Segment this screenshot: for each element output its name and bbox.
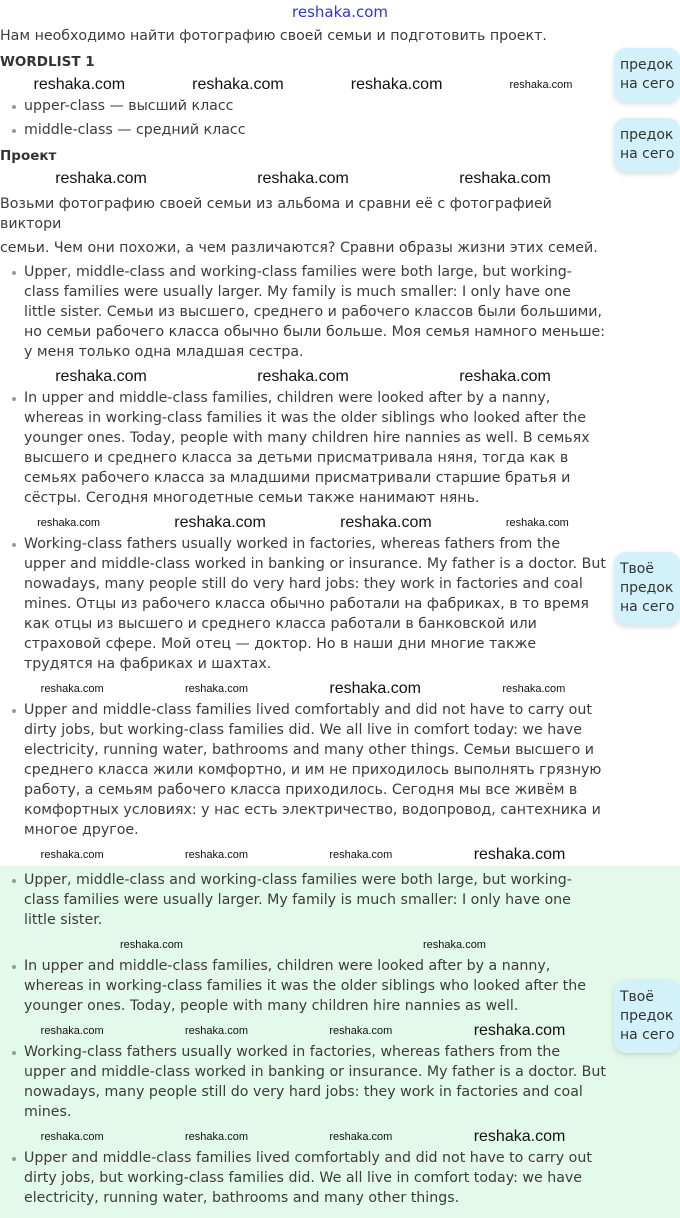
bubble-text: на сего [620,599,675,615]
tooltip-column [614,870,680,1212]
watermark: reshaka.com [329,1131,393,1143]
watermark: reshaka.com [473,1128,566,1145]
bubble-text: предок [620,57,674,73]
bubble-text: на сего [620,1027,675,1043]
watermark: reshaka.com [55,368,147,385]
tooltip-bubble[interactable] [614,980,680,1053]
tooltip-bubble[interactable] [614,118,680,172]
watermark: reshaka.com [350,76,443,93]
answer-en-item: Upper and middle-class families lived comfortably and did not have to carry out dirty jobs, but working-class families did. We all live in comfort today: we have electricity, running water, bathrooms and many other things. [0,1148,606,1208]
project-task-line2: семьи. Чем они похожи, а чем различаются? Сравни образы жизни этих семей. [0,240,598,256]
wordlist-item: upper-class — высший класс [0,96,606,116]
answer-item: Working-class fathers usually worked in factories, whereas fathers from the upper and middle-class worked in banking or insurance. My father is a doctor. But nowadays, many people still do very hard jobs: they work in factories and coal mines. Отцы из рабочего класса обычно работали на фабриках, в то время как отцы из высшего и среднего класса работали в банковской или страховой сфере. Мой отец — доктор. Но в наши дни многие также трудятся на фабриках и шахтах. [0,534,606,674]
intro-text: Нам необходимо найти фотографию своей семьи и подготовить проект. [0,28,547,44]
main-content [0,22,606,866]
watermark: reshaka.com [40,1025,104,1037]
watermark: reshaka.com [174,514,266,531]
watermark: reshaka.com [473,846,566,863]
watermark: reshaka.com [257,368,349,385]
watermark: reshaka.com [329,1025,393,1037]
answer-item: Upper, middle-class and working-class families were both large, but working-class families were usually larger. My family is much smaller: I only have one little sister. Семьи из высшего, среднего и рабочего классов были большими, но семьи рабочего класса обычно были больше. Моя семья намного меньше: у меня только одна младшая сестра. [0,262,606,362]
bubble-text: на сего [620,76,675,92]
watermark: reshaka.com [509,79,573,91]
bubble-text: предок [620,1008,674,1024]
tooltip-bubble[interactable] [614,48,680,102]
watermark: reshaka.com [185,1131,248,1143]
watermark: reshaka.com [257,170,349,187]
bubble-text: предок [620,580,674,596]
watermark: reshaka.com [473,1022,566,1039]
watermark: reshaka.com [192,76,284,93]
project-task-line1: Возьми фотографию своей семьи из альбома и сравни её с фотографией виктори [0,196,552,232]
wordlist-list [0,96,606,140]
page-body [0,22,680,866]
watermark: reshaka.com [40,683,104,695]
watermark-row [0,168,606,190]
watermark: reshaka.com [329,849,393,861]
watermark: reshaka.com [329,680,421,697]
tooltip-bubble[interactable] [614,552,680,625]
watermark: reshaka.com [37,517,101,529]
watermark-row [0,844,606,866]
watermark: reshaka.com [340,514,432,531]
watermark: reshaka.com [185,683,248,695]
bubble-text: на сего [620,146,675,162]
watermark-row [0,512,606,534]
watermark: reshaka.com [502,683,566,695]
answer-item: Upper and middle-class families lived comfortably and did not have to carry out dirty jobs, but working-class families did. We all live in comfort today: we have electricity, running water, bathrooms and many other things. Семьи высшего и среднего класса жили комфортно, и им не приходилось выполнять грязную работу, а семьям рабочего класса приходилось. Сегодня мы все живём в комфортных условиях: у нас есть электричество, водопровод, сантехника и многое другое. [0,700,606,840]
watermark: reshaka.com [423,939,486,951]
watermark: reshaka.com [185,849,248,861]
watermark: reshaka.com [40,1131,104,1143]
watermark: reshaka.com [120,939,183,951]
watermark-row [0,1020,606,1042]
answer-en-item: Working-class fathers usually worked in factories, whereas fathers from the upper and middle-class worked in banking or insurance. My father is a doctor. But nowadays, many people still do very hard jobs: they work in factories and coal mines. [0,1042,606,1122]
bubble-text: предок [620,127,674,143]
tooltip-column [614,22,680,866]
answer-en-item: In upper and middle-class families, children were looked after by a nanny, whereas in working-class families it was the older siblings who looked after the younger ones. Today, people with many children hire nannies as well. [0,956,606,1016]
watermark-row [0,1126,606,1148]
watermark-row [0,366,606,388]
wordlist-title: WORDLIST 1 [0,54,95,70]
bubble-text: Твоё [620,989,654,1005]
highlighted-content [0,870,606,1212]
answers-list [0,262,606,866]
answers-en-list [0,870,606,1208]
watermark: reshaka.com [459,368,551,385]
answer-en-item: Upper, middle-class and working-class families were both large, but working-class families were usually larger. My family is much smaller: I only have one little sister. [0,870,606,930]
watermark: reshaka.com [33,76,126,93]
watermark: reshaka.com [55,170,147,187]
watermark: reshaka.com [40,849,104,861]
watermark: reshaka.com [185,1025,248,1037]
project-title: Проект [0,148,57,164]
highlighted-section [0,866,680,1218]
watermark: reshaka.com [505,517,569,529]
bubble-text: Твоё [620,561,654,577]
answer-item: In upper and middle-class families, children were looked after by a nanny, whereas in working-class families it was the older siblings who looked after the younger ones. Today, people with many children hire nannies as well. В семьях высшего и среднего класса за детьми присматривала няня, тогда как в семьях рабочего класса за младшими присматривали старшие братья и сёстры. Сегодня многодетные семьи также нанимают нянь. [0,388,606,508]
watermark: reshaka.com [459,170,551,187]
watermark-row [0,74,606,96]
header-watermark[interactable]: reshaka.com [292,3,388,21]
watermark-row [0,678,606,700]
watermark-row [0,934,606,956]
wordlist-item: middle-class — средний класс [0,120,606,140]
highlighted-body [0,870,680,1212]
